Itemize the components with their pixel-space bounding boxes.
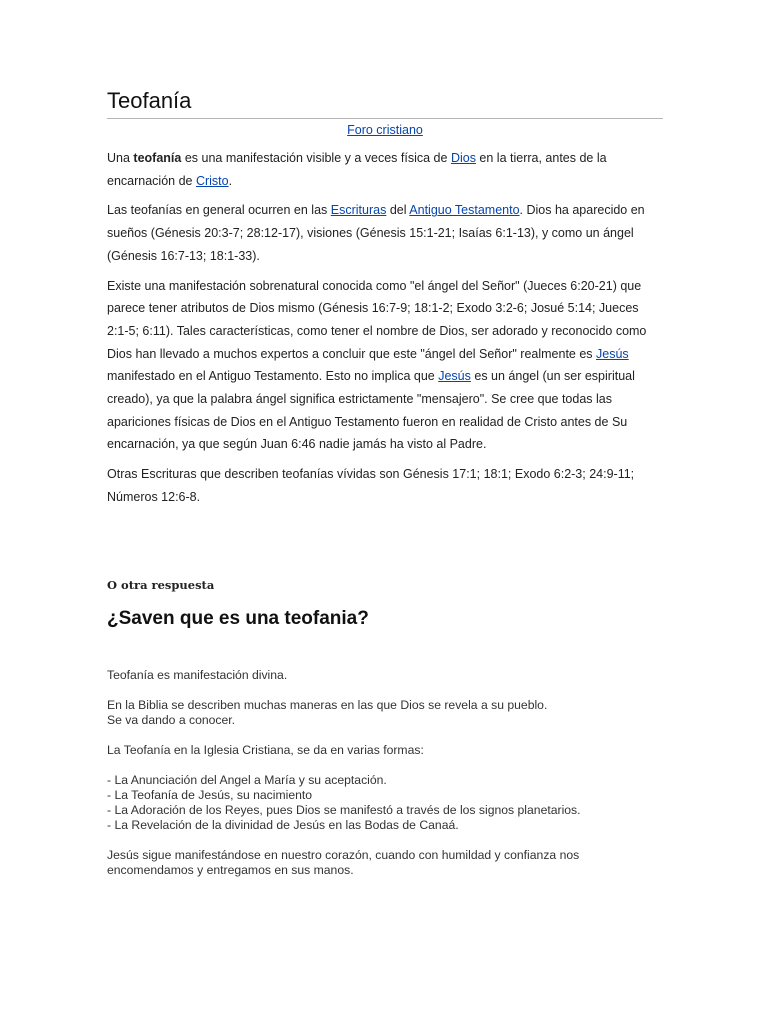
subtitle: [107, 122, 663, 138]
foro-cristiano-link[interactable]: Foro cristiano: [347, 123, 423, 137]
article-paragraph-4: Otras Escrituras que describen teofanías vívidas son Génesis 17:1; 18:1; Exodo 6:2-3; 24:9-11; Números 12:6-8.: [107, 467, 635, 504]
answer-paragraph: Teofanía es manifestación divina.: [107, 668, 288, 682]
list-item: - La Revelación de la divinidad de Jesús en las Bodas de Canaá.: [107, 818, 459, 832]
escrituras-link[interactable]: Escrituras: [330, 203, 387, 218]
answer-line: Jesús sigue manifestándose en nuestro corazón, cuando con humildad y confianza nos: [107, 848, 580, 862]
title-divider: [107, 118, 663, 119]
text: manifestado en el Antiguo Testamento. Esto no implica que: [107, 369, 439, 384]
answer-paragraph: La Teofanía en la Iglesia Cristiana, se da en varias formas:: [107, 743, 424, 757]
dios-link[interactable]: Dios: [450, 151, 476, 165]
answer-paragraph: [107, 698, 667, 728]
text: en la tierra, antes de la encarnación de: [107, 151, 607, 188]
text: del: [386, 203, 410, 218]
jesus-link[interactable]: Jesús: [438, 369, 471, 384]
antiguo-testamento-link[interactable]: Antiguo Testamento: [409, 203, 520, 218]
article-paragraph-1: [107, 147, 663, 192]
text: Una: [107, 151, 134, 165]
answer-line: encomendamos y entregamos en sus manos.: [107, 863, 354, 877]
list-item: - La Teofanía de Jesús, su nacimiento: [107, 788, 313, 802]
text: es una manifestación visible y a veces física de: [181, 151, 451, 165]
article-body: [107, 147, 663, 516]
answer-label: O otra respuesta: [107, 578, 215, 592]
answer-body: [107, 668, 667, 893]
list-item: - La Anunciación del Angel a María y su aceptación.: [107, 773, 387, 787]
article-paragraph-3: [107, 275, 663, 457]
article-paragraph-2: [107, 199, 663, 267]
page-title: Teofanía: [107, 88, 192, 113]
jesus-link[interactable]: Jesús: [596, 346, 629, 361]
answer-list: [107, 773, 667, 833]
text: Las teofanías en general ocurren en las: [107, 203, 331, 218]
answer-closing: [107, 848, 667, 878]
text: es un ángel (un ser espiritual creado), ya que la palabra ángel significa estrictamente "mensajero". Se cree que todas las apariciones físicas de Dios en el Antiguo Testamento fueron en realidad de Cristo antes de Su encarnación, ya que según Juan 6:46 nadie jamás ha visto al Padre.: [107, 369, 635, 452]
text: . Dios ha aparecido en sueños (Génesis 20:3-7; 28:12-17), visiones (Génesis 15:1-21; Isaías 6:1-13), y como un ángel (Génesis 16:7-13; 18:1-33).: [107, 203, 645, 263]
text: Existe una manifestación sobrenatural conocida como "el ángel del Señor" (Jueces 6:20-21) que parece tener atributos de Dios mismo (Génesis 16:7-9; 18:1-2; Exodo 3:2-6; Josué 5:14; Jueces 2:1-5; 6:11). Tales características, como tener el nombre de Dios, ser adorado y reconocido como Dios han llevado a muchos expertos a concluir que este "ángel del Señor" realmente es: [107, 278, 647, 361]
answer-line: Se va dando a conocer.: [107, 713, 236, 727]
answer-line: En la Biblia se describen muchas maneras en las que Dios se revela a su pueblo.: [107, 698, 548, 712]
question-heading: ¿Saven que es una teofania?: [107, 608, 369, 629]
text: .: [228, 173, 233, 188]
list-item: - La Adoración de los Reyes, pues Dios se manifestó a través de los signos planetarios.: [107, 803, 581, 817]
bold-term: teofanía: [133, 151, 182, 165]
cristo-link[interactable]: Cristo: [195, 173, 229, 188]
